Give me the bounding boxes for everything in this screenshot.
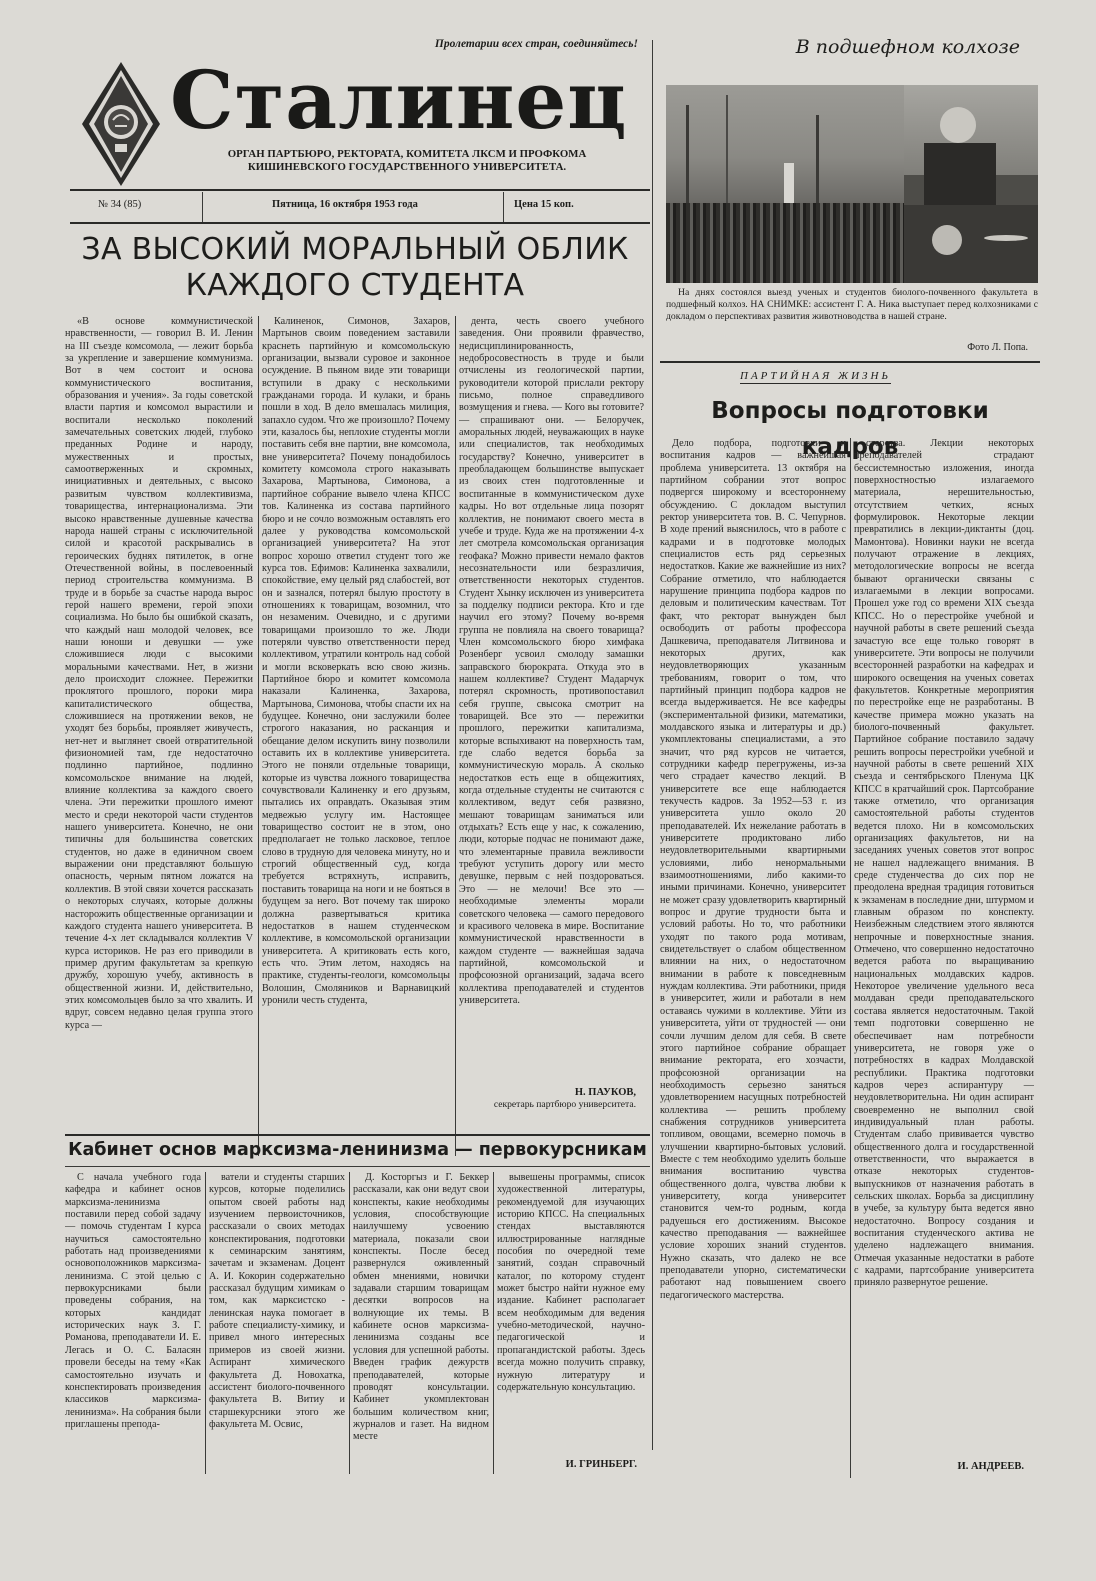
party-life-author: И. АНДРЕЕВ.: [957, 1461, 1024, 1472]
marxism-column-3-text: Д. Косторгыз и Г. Беккер рассказали, как они ведут свои конспекты, какие необходимы условия, способствующие наилучшему усвоению материала, показали свои конспекты. После бесед развернулся оживленный обмен мнениями, новички задавали старшим товарищам десятки вопросов на волнующие их темы. В кабинете основ марксизма-ленинизма созданы все условия для успешной работы. Введен график дежурств преподавателей, которые проводят консультации. Кабинет укомплектован большим количеством книг, журналов и газет. На видном месте: [353, 1172, 489, 1443]
lead-article-column-1: [65, 316, 253, 1154]
subtitle-line-1: ОРГАН ПАРТБЮРО, РЕКТОРАТА, КОМИТЕТА ЛКСМ И ПРОФКОМА: [227, 148, 587, 160]
lead-article-column-2: [262, 316, 450, 1154]
kolkhoz-photo-credit: Фото Л. Попа.: [967, 342, 1028, 353]
issue-price: Цена 15 коп.: [514, 199, 574, 210]
lead-column-1-text: «В основе коммунистической нравственности, — говорил В. И. Ленин на III съезде комсомола, — лежит борьба за укрепление и завершение коммунизма. Вот в чем состоит и основа коммунистического воспитания, образования и учения». За годы советской власти партия и комсомол вырастили и воспитали несколько поколений замечательных советских людей, глубоко преданных Родине и народу, мужественных и простых, самоотверженных и скромных, инициативных и деятельных, с высоко развитым чувством коллективизма, товарищества, интернационализма. Эти высоко нравственные душевные качества народа нашей страны с исключительной силой и красотой раскрывались в героических буднях пятилеток, в огне Отечественной войны, в послевоенный период строительства коммунизма. В труде и в борьбе за счастье народа вырос герой нашего времени, герой эпохи социализма. Но было бы ошибкой сказать, что каждый наш молодой человек, все наши юноши и девушки — уже сложившиеся люди с высокими моральными качествами. Нет, в жизни дело происходит сложнее. Пережитки проклятого прошлого, пороки мира капиталистического общества, сложившиеся на протяжении веков, не уходят без борьбы, проявляет живучесть, нет-нет и выглянет своей отвратительной физиономией там, где недостаточно подлинно партийное, подлинно комсомольское внимание на людей, влияние коллектива за каждого своего члена. Эти пережитки прошлого имеют место и среди некоторой части студентов нашего университета. Конечно, не они типичны для большинства советских студентов, но даже в единичном своем выражении они представляют большую опасность, черным пятном ложатся на коллектив. В этой связи хочется рассказать о некоторых случаях, которые должны насторожить общественные организации и каждого студента нашего университета. В течение 4-х лет складывался коллектив V курса историков. Не раз его приводили в пример другим факультетам за крепкую дружбу, хорошую учебу, активность в общественной жизни. И, действительно, этих комсомольцев было за что хвалить. И вдруг, совсем недавно целая группа этого курса —: [65, 316, 253, 1031]
lead-author: [459, 1086, 636, 1111]
kolkhoz-caption: На днях состоялся выезд ученых и студентов биолого-почвенного факультета в подшефный колхоз. НА СНИМКЕ: ассистент Г. А. Ника выступает перед колхозниками с докладом о перспективах развития животноводства в нашей стране.: [666, 287, 1038, 322]
lead-article-column-3: [459, 316, 644, 1082]
party-life-headline: Вопросы подготовки кадров: [711, 398, 989, 460]
marxism-column-2: [209, 1172, 345, 1474]
university-emblem-icon: [80, 60, 162, 188]
marxism-author: И. ГРИНБЕРГ.: [565, 1459, 637, 1470]
subtitle-line-2: КИШИНЕВСКОГО ГОСУДАРСТВЕННОГО УНИВЕРСИТЕТА.: [247, 161, 567, 173]
party-life-column-2: [854, 438, 1034, 1448]
masthead-subtitle: [172, 148, 642, 174]
lead-column-3-text: дента, честь своего учебного заведения. Они проявили фравчество, недисциплинированность, недобросовестность в труде и были отчислены из геологической партии, руководители которой прислали ректору письмо, полное справедливого возмущения и гнева. — Кого вы готовите? — спрашивают они. — Белоручек, аморальных людей, неуважающих в науке или специалистов, так необходимых государству? Конечно, университет в преобладающем большинстве выпускает из своих стен подготовленные и воспитанные в коммунистическом духе кадры. Но вот отдельные лица позорят коллектив, не понимают своего места в учебе и труде. Куда же на протяжении 4-х лет смотрела комсомольская организация геофака? Можно привести немало фактов несознательности или безразличия, ответственности некоторых студентов. Студент Хынку исключен из университета за подделку подписи ректора. Кто и где научил его этому? Почему во-время группа не повлияла на своего товарища? Член комсомольского бюро химфака Розенберг усвоил смолоду замашки заправского бюрократа. Откуда это в нашем коллективе? Студент Мадарчук потерял скромность, противопоставил себя группе, свысока смотрит на товарищей. Все это — пережитки прошлого, пережитки капитализма, которые вспыхивают на поверхность там, где слабо ведется борьба за коммунистическую мораль. А сколько недостатков есть еще в общежитиях, когда отдельные студенты не считаются с коллективом, ведут себя развязно, мешают товарищам заниматься или отдыхать? Есть еще у нас, к сожалению, люди, которые подчас не понимают даже, что элементарные правила вежливости требуют уступить дорогу или место девушке, первым с ней поздороваться. Это — не мелочи! Все это — необходимые элементы морали советского человека — самого передового и красивого человека в мире. Воспитание коммунистической нравственности в каждом студенте — важнейшая задача партийной, комсомольской и профсоюзной организаций, задача всего коллектива преподавателей и студентов университета.: [459, 316, 644, 1006]
marxism-column-3: [353, 1172, 489, 1474]
lead-column-2-text: Калиненок, Симонов, Захаров, Мартынов своим поведением заставили краснеть партийную и комсомольскую организации, вызвали суровое и законное осуждение. В пьяном виде эти товарищи вступили в драку с несколькими гражданами города. И кулаки, и брань пошли в ход. В дело вмешалась милиция, запахло судом. Что же произошло? Почему эти, казалось бы, неплохие студенты могли поставить себя вне партии, вне комсомола, вне университета? Почему понадобилось комитету комсомола строго наказывать Захарова, Мартынова, Симонова, а партийное собрание вывело члена КПСС тов. Калиненка из состава партийного бюро и не сочло возможным оставлять его далее у руководства комсомольской организацией университета? На этот вопрос хорошо ответил студент того же курса тов. Ефимов: Калиненка захвалили, спокойствие, ему целый ряд слабостей, вот он и зазнался, потерял былую простоту в отношениях к товарищам, возомнил, что он незаменим. Очевидно, и с другими товарищами произошло то же. Люди потеряли чувство ответственности перед коллективом, утратили контроль над собой и могли всковеркать всю свою жизнь. Партийное бюро и комитет комсомола наказали Калиненка, Захарова, Мартынова, Симонова, чтобы спасти их на будущее. Конечно, они заслужили более строгого наказания, но расканция и обещание делом искупить вину позволили оставить их в коллективе университета. Этого не поняли отдельные товарищи, которые из чувства ложного товарищества сочувствовали Калиненку и его друзьям, пытались их оправдать. Оказывая этим медвежью услугу им. Настоящее товарищество состоит не в этом, оно предполагает не только ласковое, теплое слово в трудную для человека минуту, но и строгий общественный суд, когда требуется встряхнуть, исправить, поставить товарища на ноги и не бояться в будущем за него. Вот почему так широко должна развертываться критика недостатков в нашем студенческом коллективе, в комсомольской организации университета. А критиковать есть кого, есть что. Этим летом, находясь на практике, студенты-геологи, комсомольцы Волошин, Смоляников и Варнавицкий уронили честь студента,: [262, 316, 450, 1006]
marxism-column-2-text: ватели и студенты старших курсов, которые поделились опытом своей работы над изучением первоисточников, рассказали о своих методах конспектирования, подготовки к семинарским занятиям, зачетам и экзаменам. Доцент А. И. Кокорин содержательно рассказал будущим химикам о том, как марксистско - ленинская наука помогает в работе специалисту-химику, и привел много интересных примеров из своей жизни. Аспирант химического факультета Д. Новохатка, ассистент биолого-почвенного факультета В. Витиу и старшекурсники этого же факультета М. Освис,: [209, 1172, 345, 1430]
kolkhoz-photo-speaker: [904, 85, 1038, 283]
lead-headline-line-1: ЗА ВЫСОКИЙ МОРАЛЬНЫЙ ОБЛИК: [81, 232, 629, 267]
issue-date: Пятница, 16 октября 1953 года: [272, 199, 418, 210]
marxism-column-4-text: вывешены программы, список художественной литературы, рекомендуемой для изучающих историю КПСС. На специальных стендах выставляются иллюстрированные наглядные пособия по очередной теме занятий, создан справочный каталог, по которому студент может быстро найти нужное ему издание. Кабинет располагает всем необходимым для ведения учебно-методической, научно-педагогической и пропагандистской работы. Здесь всегда можно получить справку, нужную литературу и содержательную консультацию.: [497, 1172, 645, 1393]
party-life-column-1: [660, 438, 846, 1478]
lead-headline: [60, 232, 650, 304]
slogan: Пролетарии всех стран, соединяйтесь!: [434, 38, 638, 50]
marxism-headline: Кабинет основ марксизма-ленинизма — первокурсникам: [68, 1140, 647, 1160]
marxism-column-4: [497, 1172, 645, 1456]
party-life-column-2-text: стерства. Лекции некоторых преподавателей страдают бессистемностью изложения, иногда поверхностностью излагаемого материала, нерешительностью, отсутствием четких, ясных формулировок. Некоторые лекции превратились в лекции-диктанты (доц. Мамонтова). Новинки науки не всегда получают отражение в лекциях, методологические вопросы не всегда бывают органически связаны с излагаемыми в лекции вопросами. Прошел уже год со времени XIX съезда КПСС. Но о перестройке учебной и научной работы в свете решений съезда зачастую все еще только говорят в университете. Эти вопросы не получили всесторонней разработки на кафедрах и широкого освещения на ученых советах факультетов. Конкретные мероприятия по перестройке еще не разработаны. В качестве примера можно указать на биолого-почвенный факультет. Партийное собрание поставило задачу решить вопросы перестройки учебной и научной работы в свете решений XIX съезда и сентябрьского Пленума ЦК КПСС в кратчайший срок. Партсобрание также отметило, что организация самостоятельной работы студентов ведется плохо. Ни в комсомольских организациях факультетов, ни на заседаниях ученых советов этот вопрос не нашел надлежащего внимания. В среде студенчества до сих пор не преодолена вредная традиция готовиться к экзаменам в последние дни, штурмом и главным образом по конспекту. Неизбежным следствием этого являются непрочные и поверхностные знания. Отмечено, что совершенно недостаточно ведется работа по выращиванию национальных молдавских кадров. Некоторое увеличение удельного веса молдаван среди преподавательского состава является недостаточным. Такой темп подготовки совершенно не обеспечивает нам потребности университета, не говоря уже о потребностях в кадрах Молдавской республики. Практика подготовки кадров через аспирантуру — неудовлетворительна. Ни один аспирант своевременно не выполнил свой индивидуальный план работы. Студентам слабо прививается чувство общественного долга и государственной ответственности, что выражается в отказе некоторых студентов-выпускников от назначения работать в сельских школах. Борьба за дисциплину в учебе, за культуру быта ведется явно недостаточно. Вопросу создания и воспитания студенческого актива не уделено надлежащего внимания. Отмечая указанные недостатки в работе с кадрами, партсобрание университета приняло развернутое решение.: [854, 438, 1034, 1289]
lead-author-name: Н. ПАУКОВ,: [574, 1087, 636, 1098]
lead-headline-line-2: КАЖДОГО СТУДЕНТА: [185, 268, 525, 303]
kolkhoz-photo-crowd: [666, 85, 904, 283]
lead-author-role: секретарь партбюро университета.: [493, 1099, 636, 1110]
issue-number: № 34 (85): [98, 199, 142, 210]
party-life-rubric: ПАРТИЙНАЯ ЖИЗНЬ: [740, 370, 891, 382]
marxism-column-1-text: С начала учебного года кафедра и кабинет основ марксизма-ленинизма поставили перед собой задачу — помочь студентам I курса научиться самостоятельно работать над произведениями основоположников марксизма-ленинизма. С этой целью с первокурсниками были проведены собрания, на которых кандидат исторических наук З. Г. Романова, преподаватели И. Е. Легась и О. С. Баласян провели беседы на тему «Как самостоятельно изучать и конспектировать произведения классиков марксизма-ленинизма». На собрания были приглашены препода-: [65, 1172, 201, 1430]
kolkhoz-headline: В подшефном колхозе: [795, 36, 1020, 58]
marxism-column-1: [65, 1172, 201, 1474]
party-life-column-1-text: Дело подбора, подготовки и воспитания кадров — важнейшая проблема университета. 13 октября на партийном собрании этот вопрос подвергся широкому и всестороннему обсуждению. С докладом выступил ректор университета тов. В. С. Чепурнов. В ходе прений выяснилось, что в работе с кадрами и в подготовке молодых специалистов есть ряд серьезных недостатков. Какие же важнейшие из них? Собрание отметило, что наблюдается нарушение принципа подбора кадров по деловым и политическим качествам. Тот факт, что ректорат вынужден был освободить от работы профессора Дашкевича, преподавателя Литвинова и некоторых других, как неудовлетворяющих указанным требованиям, говорит о том, что партийный принцип подбора кадров не всегда выдерживается. Не все кафедры (экспериментальной физики, математики, молдавского языка и литературы и др.) укомплектованы специалистами, а это значит, что ряд курсов не читается, сотрудники кафедр перегружены, из-за чего страдает качество лекций. В университете все еще наблюдается текучесть кадров. За 1952—53 г. из университета ушло около 20 преподавателей. Их нежелание работать в университете продиктовано либо неудовлетворительными квартирными условиями, либо ненормальными взаимоотношениями, либо какими-то иными причинами. Конечно, университет не может сразу удовлетворить квартирный вопрос и другие трудности быта и условий работы. Но то, что работники уходят по такого рода мотивам, свидетельствует о слабом общественном влиянии на них, о недостаточном внимании в работе к повседневным нуждам коллектива. Эти работники, придя в университет, жили и работали в нем оставаясь чужими в коллективе. Уйти из университета, уйти от трудностей — они сочли лучшим делом для себя. В свете этого партийное собрание обращает внимание ректората, его хозчасти, профсоюзной организации на необходимость серьезно заняться удовлетворением насущных потребностей коллектива — решить проблему снабжения сотрудников университета топливом, овощами, всемерно помочь в улучшении квартирно-бытовых условий. Вместе с тем необходимо уделить больше внимания воспитанию чувства общественного долга, чувства любви к университету, когда университет становится чем-то родным, когда радуешься его достижениям. Высокое качество преподавания — важнейшее условие хороших знаний студентов. Нужно сказать, что далеко не все преподаватели упорно, систематически работают над повышением своего педагогического мастерства.: [660, 438, 846, 1301]
newspaper-title: Сталинец: [170, 53, 628, 147]
